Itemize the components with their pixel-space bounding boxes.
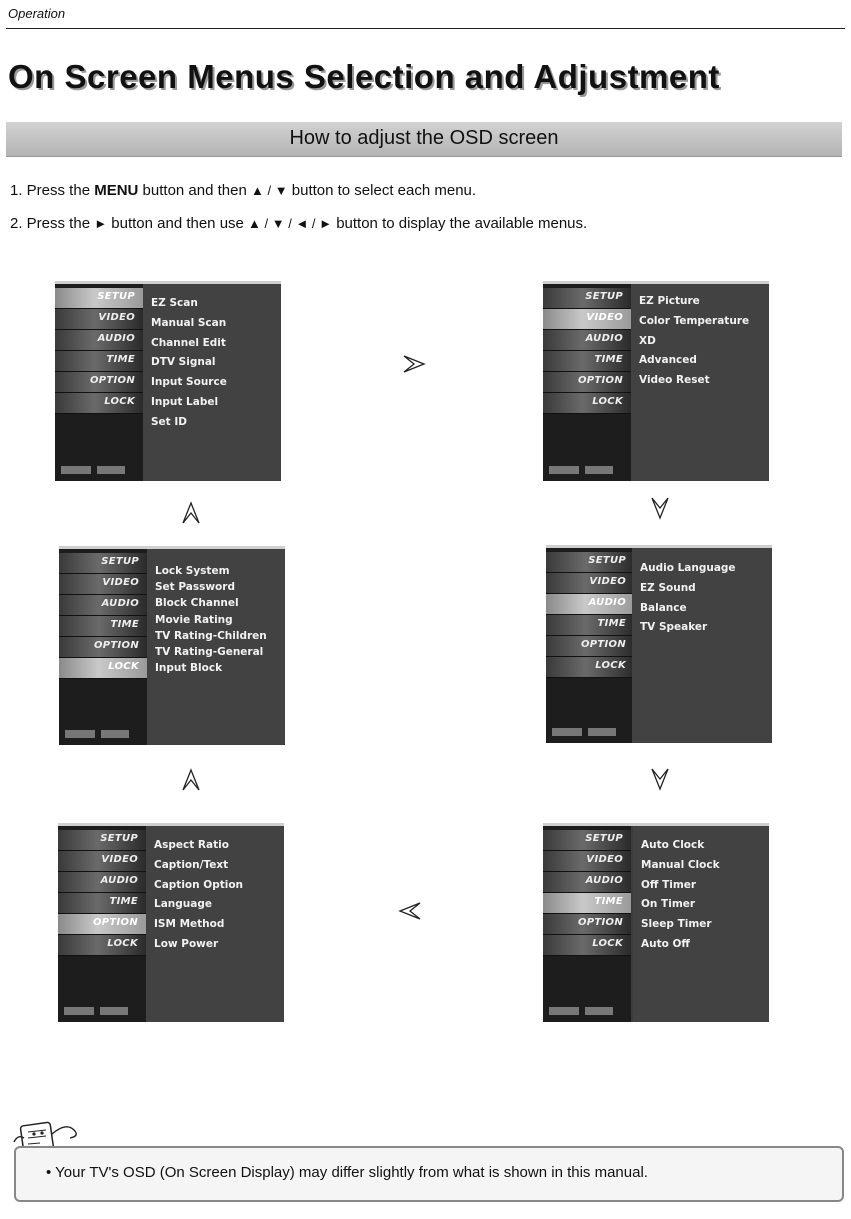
menu-item: On Timer bbox=[641, 898, 696, 911]
category-setup bbox=[58, 830, 146, 851]
menu-item: Audio Language bbox=[640, 562, 736, 574]
section-label: Operation bbox=[8, 6, 66, 21]
menu-item: Low Power bbox=[154, 937, 219, 950]
category-label: TIME bbox=[594, 354, 623, 365]
osd-category-sidebar bbox=[59, 549, 147, 745]
menu-item: EZ Scan bbox=[151, 297, 198, 309]
osd-category-sidebar bbox=[58, 826, 146, 1022]
osd-lock-menu bbox=[59, 546, 285, 745]
category-label: VIDEO bbox=[101, 854, 138, 865]
menu-item: Set Password bbox=[155, 581, 235, 594]
osd-video-menu bbox=[543, 281, 769, 481]
category-label: VIDEO bbox=[589, 576, 626, 587]
category-label: LOCK bbox=[592, 938, 623, 949]
flow-arrow-down-icon bbox=[648, 767, 672, 791]
category-label: SETUP bbox=[585, 291, 623, 302]
category-label: SETUP bbox=[585, 833, 623, 844]
osd-footer-hint bbox=[552, 723, 628, 735]
osd-footer-hint bbox=[64, 1002, 140, 1014]
menu-key-label: MENU bbox=[94, 182, 139, 199]
menu-item: EZ Picture bbox=[639, 295, 700, 307]
category-label: TIME bbox=[594, 896, 623, 907]
menu-item: DTV Signal bbox=[151, 356, 216, 369]
menu-item: Advanced bbox=[639, 354, 697, 367]
menu-item: Manual Scan bbox=[151, 316, 227, 329]
flow-arrow-left-icon bbox=[398, 899, 422, 923]
category-label: AUDIO bbox=[585, 333, 623, 344]
navigation-arrows-icon: ▲ / ▼ / ◄ / ► bbox=[248, 216, 333, 231]
menu-item: Auto Off bbox=[641, 937, 690, 950]
step-2-text-b: button and then use bbox=[107, 215, 249, 232]
menu-item: Caption/Text bbox=[154, 858, 229, 871]
category-option bbox=[546, 636, 634, 657]
category-option bbox=[59, 637, 147, 658]
menu-item: Block Channel bbox=[155, 597, 239, 610]
category-lock bbox=[55, 393, 143, 414]
menu-item: Off Timer bbox=[641, 878, 697, 891]
category-label: VIDEO bbox=[98, 312, 135, 323]
category-label: OPTION bbox=[577, 375, 623, 386]
category-option bbox=[58, 914, 146, 935]
osd-category-sidebar bbox=[55, 284, 143, 481]
note-box bbox=[14, 1146, 844, 1202]
category-lock bbox=[546, 657, 634, 678]
category-video bbox=[543, 851, 631, 872]
category-label: VIDEO bbox=[102, 577, 139, 588]
menu-item: Lock System bbox=[155, 565, 230, 577]
menu-item: Language bbox=[154, 898, 212, 911]
menu-item: Input Block bbox=[155, 662, 223, 675]
category-label: OPTION bbox=[92, 917, 138, 928]
category-label: OPTION bbox=[577, 917, 623, 928]
step-1-text-c: button to select each menu. bbox=[287, 182, 477, 199]
category-label: VIDEO bbox=[586, 854, 623, 865]
category-time bbox=[543, 893, 631, 914]
category-lock bbox=[543, 935, 631, 956]
category-lock bbox=[59, 658, 147, 679]
category-video bbox=[55, 309, 143, 330]
osd-menu-list bbox=[633, 826, 769, 1022]
category-label: TIME bbox=[110, 619, 139, 630]
flow-arrow-up-icon bbox=[179, 768, 203, 792]
osd-time-menu bbox=[543, 823, 769, 1022]
category-video bbox=[543, 309, 631, 330]
menu-item: Manual Clock bbox=[641, 858, 720, 871]
menu-item: TV Rating-General bbox=[155, 645, 264, 658]
right-arrow-icon: ► bbox=[94, 216, 108, 231]
category-label: OPTION bbox=[89, 375, 135, 386]
category-label: LOCK bbox=[104, 396, 135, 407]
category-audio bbox=[543, 872, 631, 893]
note-text: • Your TV's OSD (On Screen Display) may differ slightly from what is shown in this manual. bbox=[46, 1164, 648, 1181]
category-setup bbox=[543, 288, 631, 309]
category-label: TIME bbox=[106, 354, 135, 365]
menu-item: Channel Edit bbox=[151, 336, 226, 349]
category-option bbox=[543, 914, 631, 935]
category-option bbox=[55, 372, 143, 393]
menu-item: TV Rating-Children bbox=[155, 629, 267, 642]
category-label: OPTION bbox=[93, 640, 139, 651]
category-audio bbox=[546, 594, 634, 615]
osd-option-menu bbox=[58, 823, 284, 1022]
category-label: LOCK bbox=[107, 938, 138, 949]
step-2-text-a: 2. Press the bbox=[10, 215, 95, 232]
osd-category-sidebar bbox=[543, 284, 631, 481]
category-setup bbox=[55, 288, 143, 309]
step-1-text-a: 1. Press the bbox=[10, 182, 95, 199]
menu-item: Auto Clock bbox=[641, 839, 705, 851]
menu-item: EZ Sound bbox=[640, 581, 696, 594]
category-label: LOCK bbox=[592, 396, 623, 407]
category-video bbox=[546, 573, 634, 594]
flow-arrow-down-icon bbox=[648, 496, 672, 520]
step-1-text-b: button and then bbox=[138, 182, 251, 199]
menu-item: Sleep Timer bbox=[641, 918, 712, 931]
menu-item: XD bbox=[639, 334, 656, 347]
category-label: SETUP bbox=[101, 556, 139, 567]
category-label: AUDIO bbox=[585, 875, 623, 886]
step-2-text-c: button to display the available menus. bbox=[332, 215, 588, 232]
osd-category-sidebar bbox=[543, 826, 631, 1022]
menu-item: ISM Method bbox=[154, 918, 225, 931]
section-banner: How to adjust the OSD screen bbox=[6, 122, 842, 157]
category-video bbox=[59, 574, 147, 595]
category-label: TIME bbox=[597, 618, 626, 629]
category-time bbox=[59, 616, 147, 637]
category-audio bbox=[543, 330, 631, 351]
menu-item: Movie Rating bbox=[155, 613, 233, 626]
osd-footer-hint bbox=[65, 725, 141, 737]
category-label: LOCK bbox=[108, 661, 139, 672]
category-label: AUDIO bbox=[101, 598, 139, 609]
menu-item: Color Temperature bbox=[639, 314, 750, 327]
category-time bbox=[55, 351, 143, 372]
category-lock bbox=[543, 393, 631, 414]
menu-item: Video Reset bbox=[639, 374, 710, 387]
category-audio bbox=[55, 330, 143, 351]
osd-footer-hint bbox=[549, 461, 625, 473]
menu-item: Input Source bbox=[151, 376, 227, 389]
category-setup bbox=[543, 830, 631, 851]
category-audio bbox=[59, 595, 147, 616]
osd-footer-hint bbox=[61, 461, 137, 473]
category-label: OPTION bbox=[580, 639, 626, 650]
osd-menu-list bbox=[631, 284, 769, 481]
step-1-sep: / bbox=[263, 183, 275, 198]
category-label: SETUP bbox=[100, 833, 138, 844]
category-label: AUDIO bbox=[100, 875, 138, 886]
menu-item: Aspect Ratio bbox=[154, 839, 229, 851]
category-label: TIME bbox=[109, 896, 138, 907]
menu-item: Set ID bbox=[151, 415, 187, 428]
flow-arrow-up-icon bbox=[179, 501, 203, 525]
osd-audio-menu bbox=[546, 545, 772, 743]
category-time bbox=[58, 893, 146, 914]
osd-footer-hint bbox=[549, 1002, 625, 1014]
category-audio bbox=[58, 872, 146, 893]
menu-item: Caption Option bbox=[154, 878, 244, 891]
osd-menu-list bbox=[632, 548, 772, 743]
page-title: On Screen Menus Selection and Adjustment bbox=[8, 58, 720, 95]
osd-menu-list bbox=[146, 826, 284, 1022]
category-label: SETUP bbox=[97, 291, 135, 302]
category-setup bbox=[59, 553, 147, 574]
osd-setup-menu bbox=[55, 281, 281, 481]
menu-item: TV Speaker bbox=[640, 621, 708, 634]
category-label: LOCK bbox=[595, 660, 626, 671]
menu-item: Input Label bbox=[151, 395, 219, 408]
osd-menu-list bbox=[143, 284, 281, 481]
category-video bbox=[58, 851, 146, 872]
category-label: AUDIO bbox=[588, 597, 626, 608]
category-label: AUDIO bbox=[97, 333, 135, 344]
step-2 bbox=[10, 215, 587, 232]
step-1 bbox=[10, 182, 476, 199]
header-divider bbox=[6, 28, 845, 29]
category-label: VIDEO bbox=[586, 312, 623, 323]
category-label: SETUP bbox=[588, 555, 626, 566]
flow-arrow-right-icon bbox=[402, 352, 426, 376]
up-arrow-icon: ▲ bbox=[251, 183, 264, 198]
category-setup bbox=[546, 552, 634, 573]
down-arrow-icon: ▼ bbox=[274, 183, 288, 198]
category-time bbox=[543, 351, 631, 372]
osd-menu-list bbox=[147, 549, 285, 745]
menu-item: Balance bbox=[640, 601, 687, 614]
category-time bbox=[546, 615, 634, 636]
osd-category-sidebar bbox=[546, 548, 634, 743]
category-lock bbox=[58, 935, 146, 956]
category-option bbox=[543, 372, 631, 393]
